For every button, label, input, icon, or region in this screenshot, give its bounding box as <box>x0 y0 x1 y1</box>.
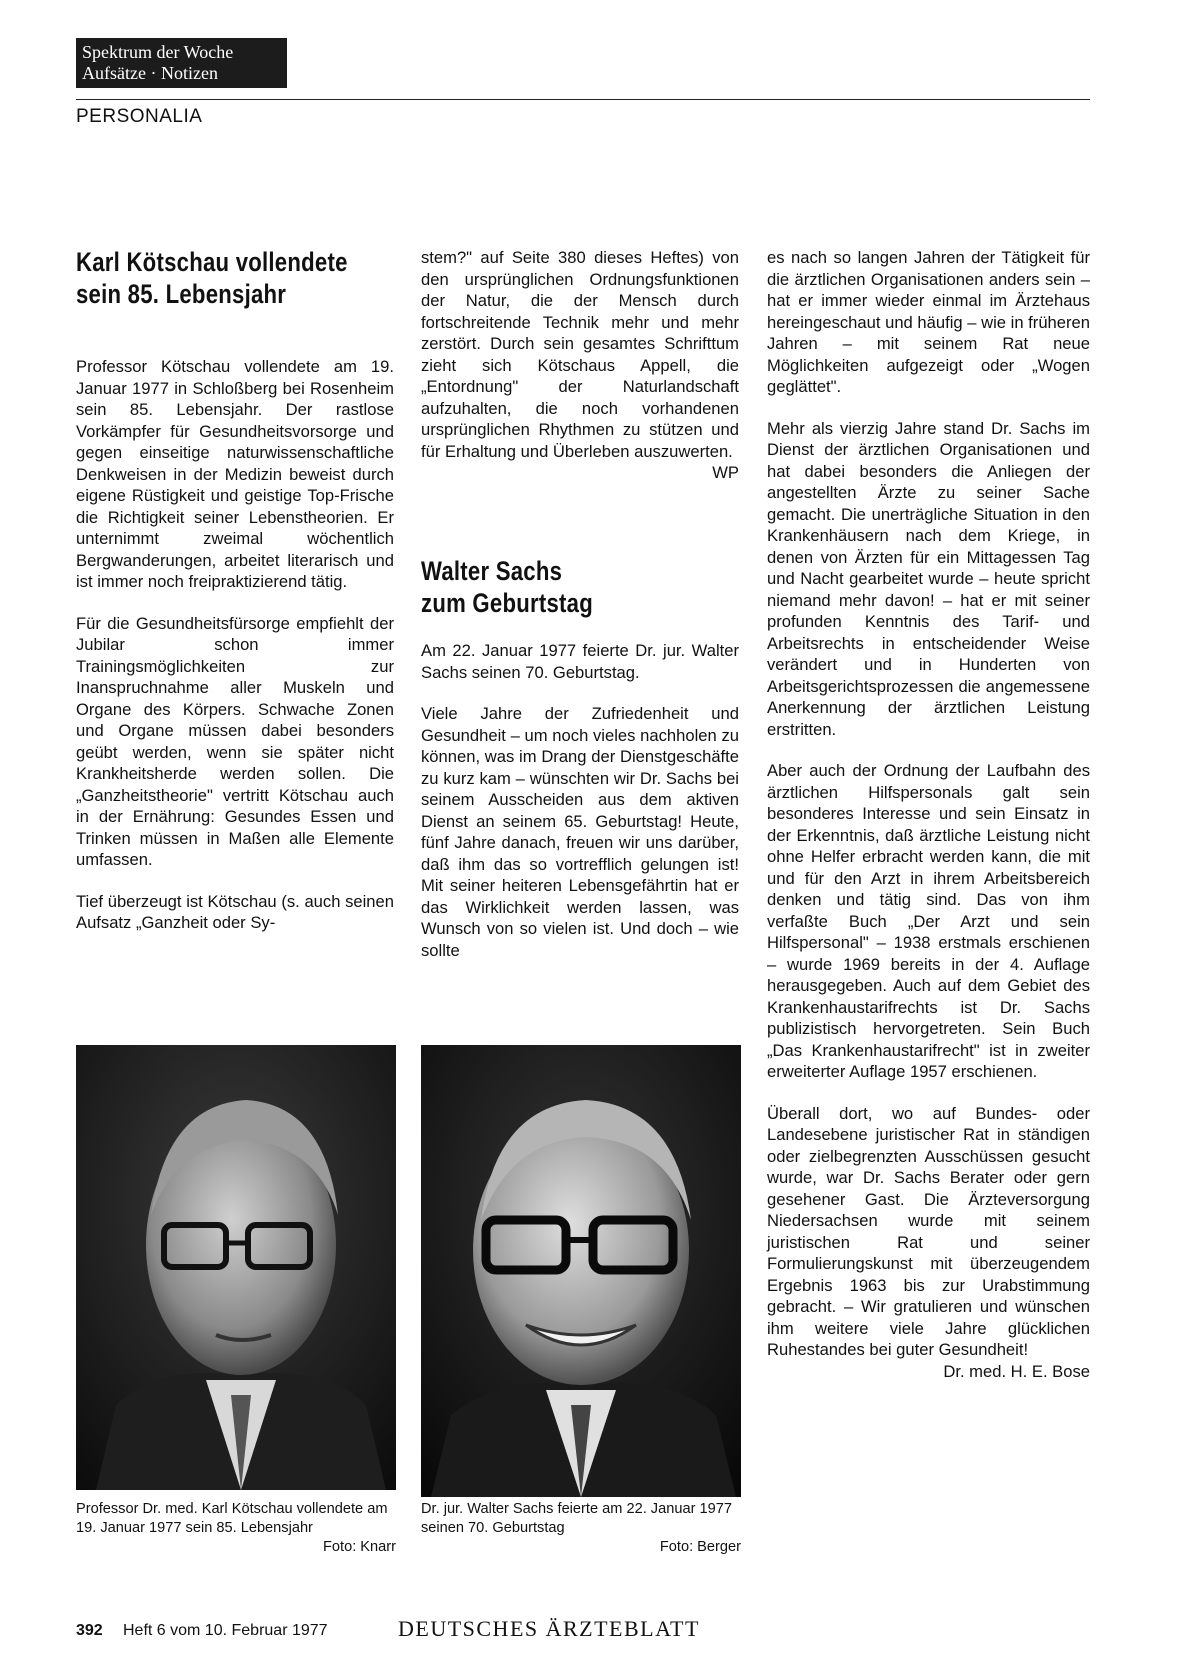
photo-koetschau <box>76 1045 396 1490</box>
article1-column-2 <box>421 247 739 484</box>
article2-column-2 <box>421 640 739 961</box>
credit-sachs: Foto: Berger <box>659 1539 741 1555</box>
magazine-name: DEUTSCHES ÄRZTEBLATT <box>398 1616 700 1641</box>
caption-koetschau <box>76 1500 396 1557</box>
caption-koetschau-text: Professor Dr. med. Karl Kötschau vollendete am 19. Januar 1977 sein 85. Lebensjahr <box>76 1501 388 1536</box>
article1-signature: WP <box>712 463 739 482</box>
article2-paragraph-5 <box>767 1103 1090 1361</box>
section-title: PERSONALIA <box>76 106 203 127</box>
badge-line-2: Aufsätze · Notizen <box>82 63 218 83</box>
header-rule <box>76 99 1090 100</box>
article2-paragraph-3: Mehr als vierzig Jahre stand Dr. Sachs im Dienst der ärztlichen Organisationen und hat dabei besonders die Anliegen der angestellten Ärzte zu seiner Sache gemacht. Die unerträgliche Situation in den Krankenhäusern nach dem Kriege, in denen von Ärzten für ein Mittagessen Tag und Nacht gearbeitet wurde – heute spricht niemand mehr davon! – hat er mit seiner profunden Kenntnis des Tarif- und Arbeitsrechts in entscheidender Weise verändert und in Hunderten von Arbeitsgerichtsprozessen die angemessene Anerkennung der ärztlichen Leistung erstritten. <box>767 418 1090 739</box>
article1-paragraph-2: Für die Gesundheitsfürsorge empfiehlt der Jubilar schon immer Trainingsmöglichkeiten zur Inanspruchnahme aller Muskeln und Organe des Körpers. Schwache Zonen und Organe müssen dabei besonders geübt werden, wenn sie später nicht Krankheitsherde werden sollen. Die „Ganzheitstheorie" vertritt Kötschau auch in der Ernährung: Gesundes Essen und Trinken müssen in Maßen alle Elemente umfassen. <box>76 613 394 869</box>
article1-headline <box>76 246 376 310</box>
article2-paragraph-4: Aber auch der Ordnung der Laufbahn des ärztlichen Hilfspersonals galt sein besonderes Interesse und sein Einsatz in der Erkenntnis, daß ärztliche Leistung nicht ohne Helfer erbracht werden kann, die mit und für den Arzt in ihrem Arbeitsbereich denken und tätig sind. Das von ihm verfaßte Buch „Der Arzt und sein Hilfspersonal" – 1938 erstmals erschienen – wurde 1969 bereits in der 4. Auflage herausgegeben. Auch auf dem Gebiet des Krankenhaustarifrechts ist Dr. Sachs publizistisch hervorgetreten. Sein Buch „Das Krankenhaustarifrecht" ist in zweiter erweiterter Auflage 1957 erschienen. <box>767 761 1090 1081</box>
article1-paragraph-3-start: Tief überzeugt ist Kötschau (s. auch seinen Aufsatz „Ganzheit oder Sy- <box>76 891 394 932</box>
article2-paragraph-5-text: Überall dort, wo auf Bundes- oder Landesebene juristischer Rat in ständigen oder zielbegrenzten Ausschüssen gesucht wurde, war Dr. Sachs Berater oder gern gesehener Gast. Die Ärzteversorgung Niedersachsen wurde mit seinem juristischen Rat und seiner Formulierungskunst mit überzeugendem Ergebnis 1963 bis zur Urabstimmung gebracht. – Wir gratulieren und wünschen ihm weitere viele Jahre glücklichen Ruhestandes bei guter Gesundheit! <box>767 1103 1090 1359</box>
article1-title-line1: Karl Kötschau vollendete <box>76 247 348 277</box>
article1-column-1 <box>76 356 394 934</box>
article2-paragraph-2-start: Viele Jahre der Zufriedenheit und Gesundheit – um noch vieles nachholen zu können, was im Drang der Dienstgeschäfte zu kurz kam – wünschten wir Dr. Sachs bei seinem Ausscheiden aus dem aktiven Dienst an seinem 65. Geburtstag! Heute, fünf Jahre danach, freuen wir uns darüber, daß ihm das so vortrefflich gelungen ist! Mit seiner heiteren Lebensgefährtin hat er das Wirklichkeit werden lassen, was Wunsch von so vielen ist. Und doch – wie sollte <box>421 704 739 960</box>
page-number: 392 <box>76 1622 103 1639</box>
badge-line-1: Spektrum der Woche <box>82 42 234 62</box>
article2-title-line2: zum Geburtstag <box>421 588 593 618</box>
article1-paragraph-1: Professor Kötschau vollendete am 19. Januar 1977 in Schloßberg bei Rosenheim sein 85. Lebensjahr. Der rastlose Vorkämpfer für Gesundheitsvorsorge und gegen einseitige naturwissenschaftliche Denkweisen in der Medizin beweist durch eigene Rüstigkeit und geistige Top-Frische die Richtigkeit seiner Lebenstheorien. Er unternimmt zweimal wöchentlich Bergwanderungen, arbeitet literarisch und ist immer noch freipraktizierend tätig. <box>76 357 394 591</box>
article2-headline <box>421 555 741 619</box>
article2-signature: Dr. med. H. E. Bose <box>943 1361 1090 1381</box>
article2-column-3 <box>767 247 1090 1382</box>
article2-paragraph-1: Am 22. Januar 1977 feierte Dr. jur. Walter Sachs seinen 70. Geburtstag. <box>421 641 739 682</box>
issue-info: Heft 6 vom 10. Februar 1977 <box>123 1622 328 1639</box>
article1-paragraph-3-end: stem?" auf Seite 380 dieses Heftes) von den ursprünglichen Ordnungsfunktionen der Natur, die der Mensch durch fortschreitende Technik mehr und mehr zerstört. Durch sein gesamtes Schrifttum zieht sich Kötschaus Appell, die „Entordnung" der Naturlandschaft aufzuhalten, die noch vorhandenen ursprünglichen Rhythmen zu stützen und für Erhaltung und Überleben auszuwerten. <box>421 248 739 461</box>
article2-paragraph-2-end: es nach so langen Jahren der Tätigkeit für die ärztlichen Organisationen anders sein – hat er immer wieder einmal im Ärztehaus hereingeschaut und häufig – wie in früheren Jahren – mit seinem Rat neue Möglichkeiten aufgezeigt oder „Wogen geglättet". <box>767 248 1090 396</box>
article2-title-line1: Walter Sachs <box>421 556 563 586</box>
article1-title-line2: sein 85. Lebensjahr <box>76 279 287 309</box>
caption-sachs <box>421 1500 741 1557</box>
credit-koetschau: Foto: Knarr <box>323 1539 396 1555</box>
photo-sachs <box>421 1045 741 1497</box>
caption-sachs-text: Dr. jur. Walter Sachs feierte am 22. Januar 1977 seinen 70. Geburtstag <box>421 1501 732 1536</box>
section-badge <box>76 38 287 88</box>
